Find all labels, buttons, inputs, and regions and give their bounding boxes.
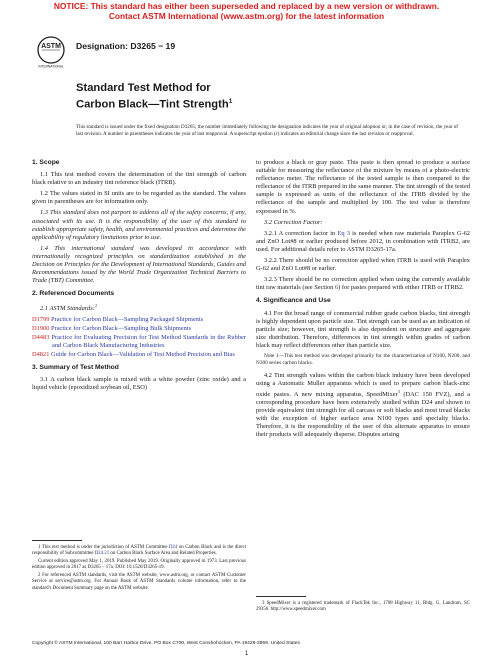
- section-6-link[interactable]: 6: [334, 284, 339, 292]
- para-3-2-3: 3.2.3 There should be no correction applied when using the currently available tint raw materials (see Section 6) for pastes prepared with either ITRB or ITRB2.: [256, 276, 470, 292]
- committee-d24-link[interactable]: D24: [168, 545, 178, 550]
- supersede-notice: [0, 2, 493, 21]
- para-3-1-continued: to produce a black or gray paste. This paste is then spread to produce a surface suitable for measuring the reflectance of the mixture by means of a photo-electric reflectance meter. The reflectance of the tested sample is then compared to the reflectance of the ITRB prepared in the same manner. The tint strength of the tested sample is expressed as units of the reflectance of the ITRB divided by the reflectance of the sample and multiplied by 100. The test value is therefore expressed in %.: [256, 159, 470, 215]
- astm-standards-label: 2.1 ASTM Standards:$^2$: [40, 303, 98, 313]
- ref-code[interactable]: D1799: [32, 315, 50, 323]
- footnote-divider-left: [32, 540, 82, 541]
- para-1-2: 1.2 The values stated in SI units are to be regarded as the standard. The values given in parentheses are for information only.: [32, 190, 246, 206]
- title-footnote-mark: 1: [228, 98, 233, 105]
- ref-title[interactable]: Practice for Carbon Black—Sampling Packaged Shipments: [51, 315, 204, 323]
- subcommittee-d24-21-link[interactable]: D24.21: [94, 551, 110, 557]
- ref-title[interactable]: Practice for Carbon Black—Sampling Bulk Shipments: [51, 324, 192, 332]
- para-4-2: 4.2 Tint strength values within the carbon black industry have been developed using a Automatic Muller apparatus which is used to prepare carbon black-zinc oxide pastes. A new mixing apparatus, SpeedMixer$^3$ (DAC 150 FVZ), and a corresponding procedure have been extensively studied within D24 and shown to provide equivalent tint strength for all carcass or soft blacks and most tread blacks with the exception of higher surface area N100 types and specialty blacks. Therefore, it is the responsibility of the user of this alternate apparatus to ensure their products will adequately disperse. Disputes arising: [256, 371, 470, 439]
- ref-title[interactable]: Practice for Evaluating Precision for Test Method Standards in the Rubber and Carbon Black Manufacturing Industries: [51, 333, 246, 349]
- footnote-divider-right: [256, 596, 306, 597]
- footnotes-right: [256, 601, 470, 615]
- ref-item[interactable]: [32, 316, 246, 324]
- left-column: [32, 159, 246, 395]
- copyright-line: Copyright © ASTM International, 100 Barr Harbor Drive, PO Box C700, West Conshohocken, PA 19428-2959. United States: [32, 641, 300, 646]
- para-1-4: 1.4 This international standard was developed in accordance with internationally recognized principles on standardization established in the Decision on Principles for the Development of International Standards, Guides and Recommendations issued by the World Trade Organization Technical Barriers to Trade (TBT) Committee.: [32, 244, 246, 285]
- ref-code[interactable]: D4483: [32, 333, 50, 341]
- title-line-2: Carbon Black—Tint Strength: [76, 98, 229, 111]
- title-line-1: Standard Test Method for: [76, 82, 211, 94]
- svg-text:ASTM: ASTM: [41, 43, 61, 50]
- para-3-2-1: 3.2.1 A correction factor in Eq 3 is needed when raw materials Paraplex G-62 and ZnO Lot#8 or earlier produced before 2012, in combination with ITRB2, are used. For additional details refer to ASTM D3265-17a.: [256, 229, 470, 253]
- section-heading-referenced-documents: 2. Referenced Documents: [32, 290, 115, 298]
- page-number: 1: [244, 651, 249, 657]
- footnote-ref-2[interactable]: 2: [94, 303, 98, 309]
- notice-line-2: Contact ASTM International (www.astm.org) for the latest information: [108, 10, 385, 21]
- section-heading-summary: 3. Summary of Test Method: [32, 364, 119, 372]
- para-4-1: 4.1 For the broad range of commercial rubber grade carbon blacks, tint strength is highly dependent upon particle size. Tint strength can be used as an indication of particle size; however, tint strength is also dependent on structure and aggregate size distribution. Therefore, differences in tint strength within grades of carbon black may reflect differences other than particle size.: [256, 309, 470, 349]
- ref-item[interactable]: [32, 334, 246, 350]
- section-heading-scope: 1. Scope: [32, 159, 60, 166]
- ref-code[interactable]: D4821: [32, 351, 50, 358]
- section-heading-significance: 4. Significance and Use: [256, 297, 331, 305]
- para-3-2: 3.2 Correction Factor:: [264, 218, 323, 226]
- footnote-ref-3[interactable]: 3: [397, 388, 400, 394]
- footnote-3: 3 SpeedMixer is a registered trademark of FlackTek Inc., 1708 Highway 11, Bldg. G, Landrum, SC 29356. http://www.speedmixer.com: [256, 601, 470, 613]
- astm-logo-icon: [33, 33, 69, 69]
- footnote-1: 1 This test method is under the jurisdiction of ASTM Committee D24 on Carbon Black and is the direct responsibility of Subcommittee D24.21 on Carbon Black Surface Area and Related Properties.: [32, 545, 246, 557]
- ref-item[interactable]: [32, 351, 246, 359]
- issue-note: This standard is issued under the fixed designation D3265; the number immediately following the designation indicates the year of original adoption or, in the case of revision, the year of last revision. A number in parentheses indicates the year of last reapproval. A superscript epsilon (ε) indicates an editorial change since the last revision or reapproval.: [76, 124, 458, 137]
- page-title: [76, 82, 232, 112]
- logo-text: INTERNATIONAL: [38, 64, 64, 69]
- para-3-2-2: 3.2.2 There should be no correction applied when ITRB is used with Paraplex G-62 and ZnO Lot#8 or earlier.: [256, 257, 470, 273]
- ref-title[interactable]: Guide for Carbon Black—Validation of Test Method Precision and Bias: [51, 351, 235, 358]
- para-1-3: 1.3 This standard does not purport to address all of the safety concerns, if any, associated with its use. It is the responsibility of the user of this standard to establish appropriate safety, health, and environmental practices and determine the applicability of regulatory limitations prior to use.: [32, 209, 246, 241]
- footnotes-left: [32, 545, 246, 594]
- footnote-1-edition: Current edition approved May 1, 2019. Published May 2019. Originally approved in 1973. Last previous edition approved in 2017 as D3265 – 17a. DOI: 10.1520/D3265-19.: [32, 559, 246, 571]
- notice-line-1: NOTICE: This standard has either been superseded and replaced by a new version or withdrawn.: [53, 1, 440, 11]
- para-1-1: 1.1 This test method covers the determination of the tint strength of carbon black relative to an industry tint reference black (ITRB).: [32, 171, 246, 187]
- footnote-2: 2 For referenced ASTM standards, visit the ASTM website, www.astm.org, or contact ASTM Customer Service at service@astm.org. For Annual Book of ASTM Standards volume information, refer to the standard's Document Summary page on the ASTM website.: [32, 573, 246, 591]
- ref-code[interactable]: D1900: [32, 324, 50, 332]
- para-3-1: 3.1 A carbon black sample is mixed with a white powder (zinc oxide) and a liquid vehicle (epoxidized soybean oil, ESO): [32, 376, 246, 392]
- ref-item[interactable]: [32, 325, 246, 333]
- right-column: [256, 159, 470, 442]
- designation: Designation: D3265 − 19: [76, 41, 176, 51]
- eq-3-link[interactable]: Eq 3: [337, 229, 350, 237]
- note-1: Note 1—This test method was developed primarily for the characterization of N100, N200, and N300 series carbon blacks.: [256, 352, 470, 366]
